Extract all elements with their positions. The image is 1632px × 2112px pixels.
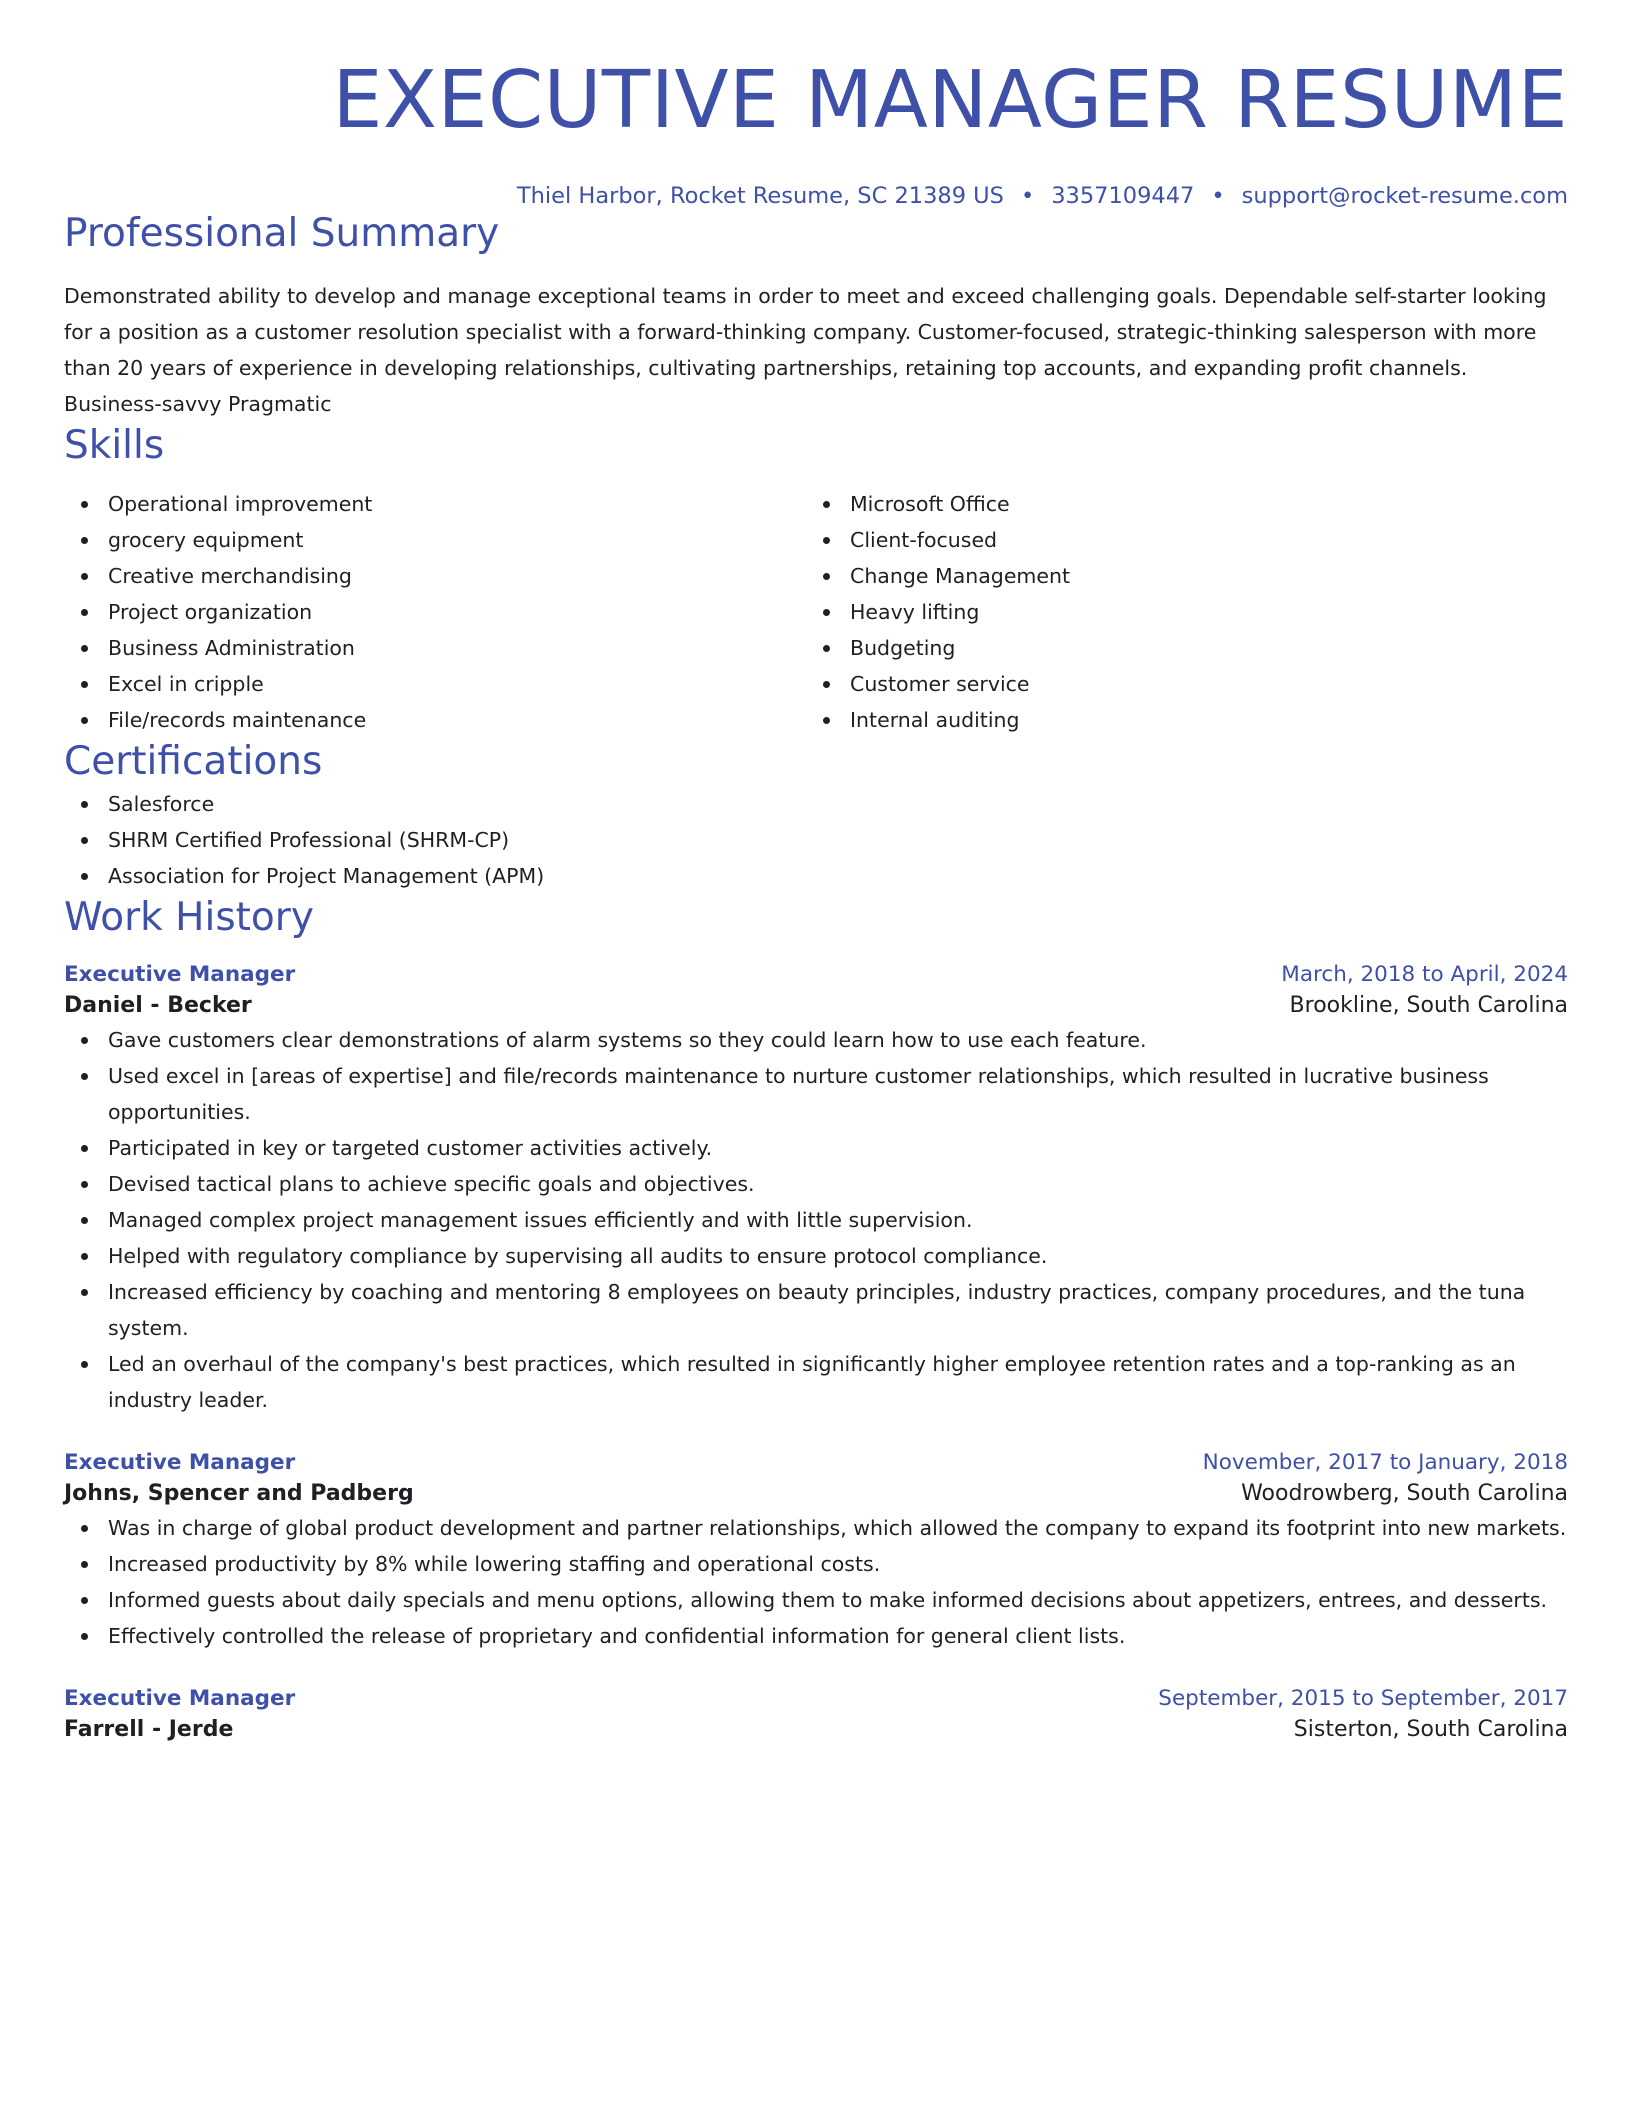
job-dates: November, 2017 to January, 2018 <box>1202 1450 1568 1475</box>
skill-item: Internal auditing <box>806 702 1548 738</box>
contact-separator: • <box>1211 183 1225 209</box>
skill-item: Budgeting <box>806 630 1548 666</box>
skills-grid <box>64 486 1568 738</box>
job-location: Woodrowberg, South Carolina <box>1241 1481 1568 1506</box>
job-bullet: Gave customers clear demonstrations of alarm systems so they could learn how to use each feature. <box>64 1022 1568 1058</box>
job-title: Executive Manager <box>64 1686 296 1711</box>
skill-item: Heavy lifting <box>806 594 1548 630</box>
contact-line <box>64 182 1568 210</box>
skills-list-left <box>64 486 806 738</box>
skill-item: Creative merchandising <box>64 558 806 594</box>
certifications-list <box>64 786 1568 894</box>
job-title: Executive Manager <box>64 962 296 987</box>
work-history-section <box>64 894 1568 1746</box>
job-bullet: Increased productivity by 8% while lowering staffing and operational costs. <box>64 1546 1568 1582</box>
job-bullet-list <box>64 1510 1568 1654</box>
skill-item: Microsoft Office <box>806 486 1548 522</box>
summary-text: Demonstrated ability to develop and manage exceptional teams in order to meet and exceed challenging goals. Dependable self-starter looking for a position as a customer resolution specialist with a forward-thinking company. Customer-focused, strategic-thinking salesperson with more than 20 years of experience in developing relationships, cultivating partnerships, retaining top accounts, and expanding profit channels. Business-savvy Pragmatic <box>64 284 1547 416</box>
skill-item: Customer service <box>806 666 1548 702</box>
job-company-row <box>64 1714 1568 1746</box>
job-bullet: Effectively controlled the release of proprietary and confidential information for general client lists. <box>64 1618 1568 1654</box>
skills-section <box>64 422 1568 738</box>
job-dates: September, 2015 to September, 2017 <box>1158 1686 1568 1711</box>
skills-list-right <box>806 486 1548 738</box>
job-bullet: Increased efficiency by coaching and mentoring 8 employees on beauty principles, industry practices, company procedures, and the tuna system. <box>64 1274 1568 1346</box>
skill-item: File/records maintenance <box>64 702 806 738</box>
job-dates: March, 2018 to April, 2024 <box>1281 962 1568 987</box>
skill-item: Excel in cripple <box>64 666 806 702</box>
contact-email[interactable]: support@rocket-resume.com <box>1241 183 1568 209</box>
job-bullet: Was in charge of global product development and partner relationships, which allowed the company to expand its footprint into new markets. <box>64 1510 1568 1546</box>
job-bullet: Participated in key or targeted customer activities actively. <box>64 1130 1568 1166</box>
summary-section <box>64 210 1568 422</box>
job-bullet: Managed complex project management issues efficiently and with little supervision. <box>64 1202 1568 1238</box>
certification-item: SHRM Certified Professional (SHRM-CP) <box>64 822 1568 858</box>
job-company: Johns, Spencer and Padberg <box>64 1481 414 1506</box>
job-location: Sisterton, South Carolina <box>1293 1717 1568 1742</box>
job-location: Brookline, South Carolina <box>1289 993 1568 1018</box>
certification-item: Association for Project Management (APM) <box>64 858 1568 894</box>
certifications-heading: Certifications <box>64 739 323 784</box>
job-entry <box>64 960 1568 1418</box>
resume-title: EXECUTIVE MANAGER RESUME <box>332 54 1568 146</box>
resume-header <box>64 0 1568 210</box>
certifications-section <box>64 738 1568 894</box>
contact-separator: • <box>1020 183 1035 209</box>
job-bullet: Helped with regulatory compliance by supervising all audits to ensure protocol compliance. <box>64 1238 1568 1274</box>
skill-item: grocery equipment <box>64 522 806 558</box>
job-bullet: Used excel in [areas of expertise] and file/records maintenance to nurture customer relationships, which resulted in lucrative business opportunities. <box>64 1058 1568 1130</box>
skill-item: Operational improvement <box>64 486 806 522</box>
summary-heading: Professional Summary <box>64 211 500 256</box>
skill-item: Client-focused <box>806 522 1548 558</box>
job-bullet-list <box>64 1022 1568 1418</box>
contact-address: Thiel Harbor, Rocket Resume, SC 21389 US <box>516 183 1004 209</box>
job-bullet: Informed guests about daily specials and menu options, allowing them to make informed decisions about appetizers, entrees, and desserts. <box>64 1582 1568 1618</box>
certification-item: Salesforce <box>64 786 1568 822</box>
job-title-row <box>64 960 1568 990</box>
job-company: Daniel - Becker <box>64 993 252 1018</box>
job-title-row <box>64 1684 1568 1714</box>
job-title-row <box>64 1448 1568 1478</box>
skill-item: Project organization <box>64 594 806 630</box>
skill-item: Business Administration <box>64 630 806 666</box>
job-entry <box>64 1448 1568 1654</box>
work-history-heading: Work History <box>64 895 314 940</box>
job-company-row <box>64 1478 1568 1510</box>
job-bullet: Devised tactical plans to achieve specific goals and objectives. <box>64 1166 1568 1202</box>
job-company: Farrell - Jerde <box>64 1717 234 1742</box>
skill-item: Change Management <box>806 558 1548 594</box>
job-title: Executive Manager <box>64 1450 296 1475</box>
contact-phone: 3357109447 <box>1051 183 1195 209</box>
skills-heading: Skills <box>64 423 165 468</box>
job-bullet: Led an overhaul of the company's best practices, which resulted in significantly higher employee retention rates and a top-ranking as an industry leader. <box>64 1346 1568 1418</box>
job-company-row <box>64 990 1568 1022</box>
job-entry <box>64 1684 1568 1746</box>
